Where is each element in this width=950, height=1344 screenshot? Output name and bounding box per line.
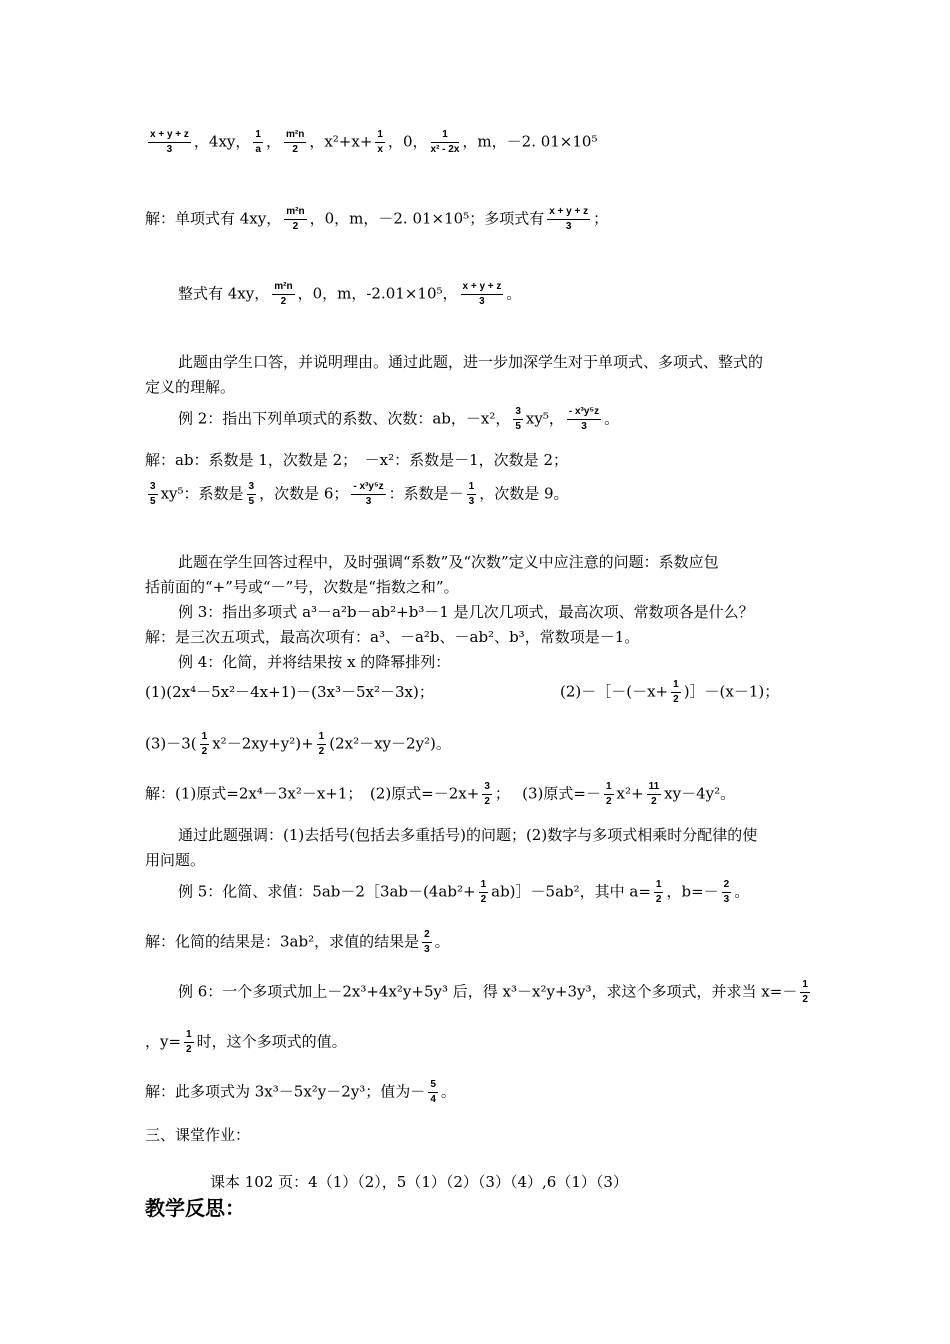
homework-line: 课本 102 页：4（1）（2），5（1）（2）（3）（4）,6（1）（3） [210,1173,628,1191]
example-4-part-1: (1)(2x⁴－5x²－4x+1)－(3x³－5x²－3x)； [145,683,434,701]
fraction-1-over-2: $\frac{1}{2}$ [186,1029,192,1055]
paragraph-2: 此题在学生回答过程中，及时强调“系数”及“次数”定义中应注意的问题：系数应包 [178,553,719,571]
fraction-2-over-3: $\frac{2}{3}$ [723,879,730,905]
paragraph-3: 通过此题强调：(1)去括号(包括去多重括号)的问题；(2)数字与多项式相乘时分配律的使 [178,826,758,844]
fraction-1-over-2: $\frac{1}{2}$ [480,879,487,905]
paragraph-1: 此题由学生口答，并说明理由。通过此题，进一步加深学生对于单项式、多项式、整式的 [178,353,764,371]
fraction-1-over-2: $\frac{1}{2}$ [655,879,662,905]
fraction-m2n-over-2: $\frac{\text{m²n}}{2}$ [285,129,305,155]
example-3: 例 3：指出多项式 a³－a²b－ab²+b³－1 是几次几项式，最高次项、常数项各是什么？ [178,603,754,621]
fraction-m2n-over-2: $\frac{\text{m²n}}{2}$ [286,206,305,232]
expression-list-line: $\frac{x + y + z}{3}$ ，4xy， $\frac{1}{a}$ ， $\frac{\text{m²n}}{2}$ ，x²+x+ $\frac{1}{x}$ ，0， $\frac{1}{\text{x² - 2x}}$ ，m，－2. 01×10⁵ [150,129,598,155]
paragraph-1-cont: 定义的理解。 [145,378,236,396]
fraction-1-over-x: $\frac{1}{x}$ [377,129,383,155]
example-2: 例 2：指出下列单项式的系数、次数：ab，－x²， $\frac{3}{5}$ xy⁵， $\frac{\text{- x³y⁵z}}{3}$ 。 [178,406,620,432]
fraction-1-over-2: $\frac{1}{2}$ [201,731,208,757]
fraction-1-over-x2-2x: $\frac{1}{\text{x² - 2x}}$ [430,129,460,155]
example-4: 例 4：化简，并将结果按 x 的降幂排列： [178,653,451,671]
fraction-xyz-over-3: $\frac{x + y + z}{3}$ [150,129,189,155]
teaching-reflection-heading: 教学反思： [145,1196,245,1220]
solution-integral-line: 整式有 4xy， $\frac{\text{m²n}}{2}$ ，0，m，-2.01×10⁵， $\frac{x + y + z}{3}$ 。 [178,281,522,307]
paragraph-3-cont: 用问题。 [145,851,206,869]
fraction-3-over-5: $\frac{3}{5}$ [515,406,521,432]
fraction-2-over-3: $\frac{2}{3}$ [424,929,430,955]
example-3-solution: 解：是三次五项式，最高次项有：a³、－a²b、－ab²、b³，常数项是－1。 [145,628,640,646]
section-3-heading: 三、课堂作业： [145,1126,251,1144]
example-2-solution-1: 解：ab：系数是 1，次数是 2； －x²：系数是－1，次数是 2； [145,451,568,469]
example-4-part-3: (3)－3( $\frac{1}{2}$ x²－2xy+y²)+ $\frac{1}{2}$ (2x²－xy－2y²)。 [145,731,451,757]
example-5-solution: 解：化简的结果是：3ab²，求值的结果是 $\frac{2}{3}$ 。 [145,929,450,955]
fraction-1-over-2: $\frac{1}{2}$ [318,731,325,757]
example-2-solution-2: $\frac{3}{5}$ xy⁵：系数是 $\frac{3}{5}$ ，次数是 6； $\frac{\text{- x³y⁵z}}{3}$ ：系数是－ $\frac{1}{3}$ ，次数是 9。 [150,481,569,507]
fraction-x3y5z-over-3: $\frac{\text{- x³y⁵z}}{3}$ [568,406,600,432]
fraction-xyz-over-3: $\frac{x + y + z}{3}$ [549,206,589,232]
fraction-3-over-5: $\frac{3}{5}$ [248,481,255,507]
example-4-part-2: (2)－［－(－x+ $\frac{1}{2}$ )］－(x－1)； [560,679,780,705]
fraction-1-over-2: $\frac{1}{2}$ [673,679,679,705]
fraction-5-over-4: $\frac{5}{4}$ [430,1079,436,1105]
fraction-xyz-over-3: $\frac{x + y + z}{3}$ [462,281,502,307]
fraction-m2n-over-2: $\frac{\text{m²n}}{2}$ [274,281,293,307]
fraction-1-over-a: $\frac{1}{a}$ [255,129,261,155]
example-6-solution: 解：此多项式为 3x³－5x²y－2y³；值为－ $\frac{5}{4}$ 。 [145,1079,456,1105]
fraction-3-over-2: $\frac{3}{2}$ [484,781,490,807]
fraction-1-over-2: $\frac{1}{2}$ [605,781,612,807]
example-5: 例 5：化简、求值：5ab－2［3ab－(4ab²+ $\frac{1}{2}$ ab)］－5ab²，其中 a= $\frac{1}{2}$ ，b=－ $\frac{2}{3}$ 。 [178,879,750,905]
fraction-1-over-3: $\frac{1}{3}$ [468,481,475,507]
example-6: 例 6：一个多项式加上－2x³+4x²y+5y³ 后，得 x³－x²y+3y³，求这个多项式，并求当 x=－ $\frac{1}{2}$ [178,979,808,1005]
fraction-3-over-5: $\frac{3}{5}$ [150,481,156,507]
example-4-solution: 解：(1)原式=2x⁴－3x²－x+1； (2)原式=－2x+ $\frac{3}{2}$ ； (3)原式=－ $\frac{1}{2}$ x²+ $\frac{11}{2}$ xy－4y²。 [145,781,736,807]
example-6-cont: ，y= $\frac{1}{2}$ 时，这个多项式的值。 [145,1029,347,1055]
fraction-11-over-2: $\frac{11}{2}$ [648,781,660,807]
paragraph-2-cont: 括前面的“+”号或“－”号，次数是“指数之和”。 [145,578,459,596]
fraction-1-over-2: $\frac{1}{2}$ [802,979,808,1005]
fraction-x3y5z-over-3: $\frac{\text{- x³y⁵z}}{3}$ [353,481,384,507]
solution-monomials-line: 解：单项式有 4xy， $\frac{\text{m²n}}{2}$ ，0，m，－2. 01×10⁵；多项式有 $\frac{x + y + z}{3}$ ； [145,206,609,232]
